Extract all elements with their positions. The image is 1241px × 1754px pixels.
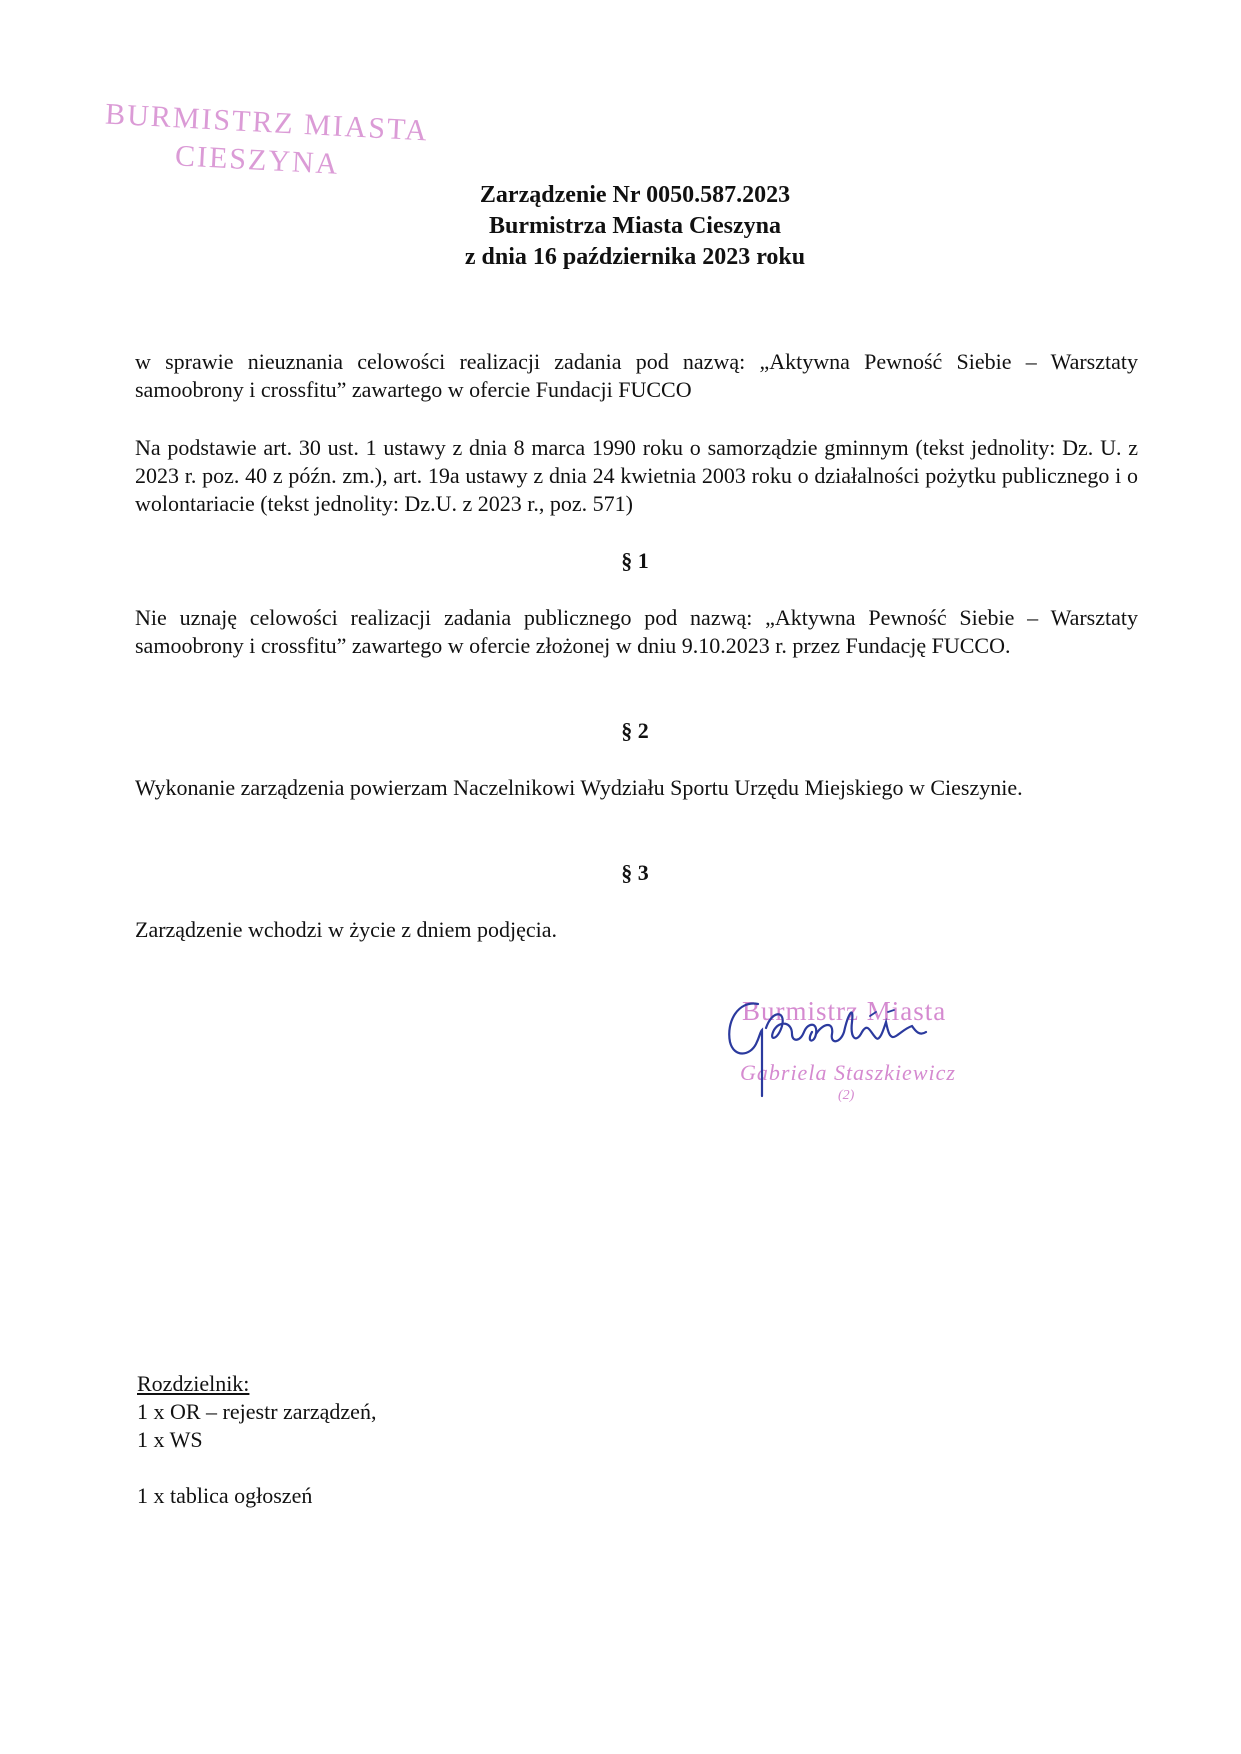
distribution-item: 1 x tablica ogłoszeń: [137, 1483, 313, 1508]
subject-paragraph: w sprawie nieuznania celowości realizacji zadania pod nazwą: „Aktywna Pewność Siebie – Warsztaty samoobrony i crossfitu” zawartego w ofercie Fundacji FUCCO: [135, 349, 1138, 402]
handwritten-signature: [720, 992, 980, 1112]
signature-stamp-name: Gabriela Staszkiewicz: [740, 1060, 956, 1085]
signature-stamp-title: Burmistrz Miasta: [742, 996, 947, 1026]
distribution-item: 1 x WS: [137, 1427, 203, 1452]
section-3-text: Zarządzenie wchodzi w życie z dniem podjęcia.: [135, 917, 558, 942]
heading-line-3: z dnia 16 października 2023 roku: [464, 244, 806, 270]
stamp-line-2: CIESZYNA: [174, 139, 341, 181]
heading-line-1: Zarządzenie Nr 0050.587.2023: [479, 182, 791, 208]
signature-block: [720, 992, 980, 1112]
distribution-list: [137, 1370, 376, 1510]
section-2-text: Wykonanie zarządzenia powierzam Naczelnikowi Wydziału Sportu Urzędu Miejskiego w Cieszynie.: [135, 775, 1023, 800]
section-2-mark: § 2: [621, 718, 649, 743]
section-3-mark: § 3: [621, 860, 649, 885]
section-1-mark: § 1: [621, 548, 649, 573]
distribution-item: 1 x OR – rejestr zarządzeń,: [137, 1399, 377, 1424]
legal-basis-paragraph: Na podstawie art. 30 ust. 1 ustawy z dnia 8 marca 1990 roku o samorządzie gminnym (tekst jednolity: Dz. U. z 2023 r. poz. 40 z późn. zm.), art. 19a ustawy z dnia 24 kwietnia 2003 roku o działalności pożytku publicznego i o wolontariacie (tekst jednolity: Dz.U. z 2023 r., poz. 571): [135, 435, 1138, 516]
section-1-text: Nie uznaję celowości realizacji zadania publicznego pod nazwą: „Aktywna Pewność Siebie – Warsztaty samoobrony i crossfitu” zawartego w ofercie złożonej w dniu 9.10.2023 r. przez Fundację FUCCO.: [135, 605, 1138, 658]
document-heading: [0, 180, 1241, 273]
stamp-line-1: BURMISTRZ MIASTA: [104, 97, 430, 148]
heading-line-2: Burmistrza Miasta Cieszyna: [489, 213, 781, 239]
distribution-title: Rozdzielnik:: [137, 1371, 250, 1396]
stamp-top: [102, 96, 429, 189]
signature-stamp-number: (2): [838, 1088, 855, 1103]
